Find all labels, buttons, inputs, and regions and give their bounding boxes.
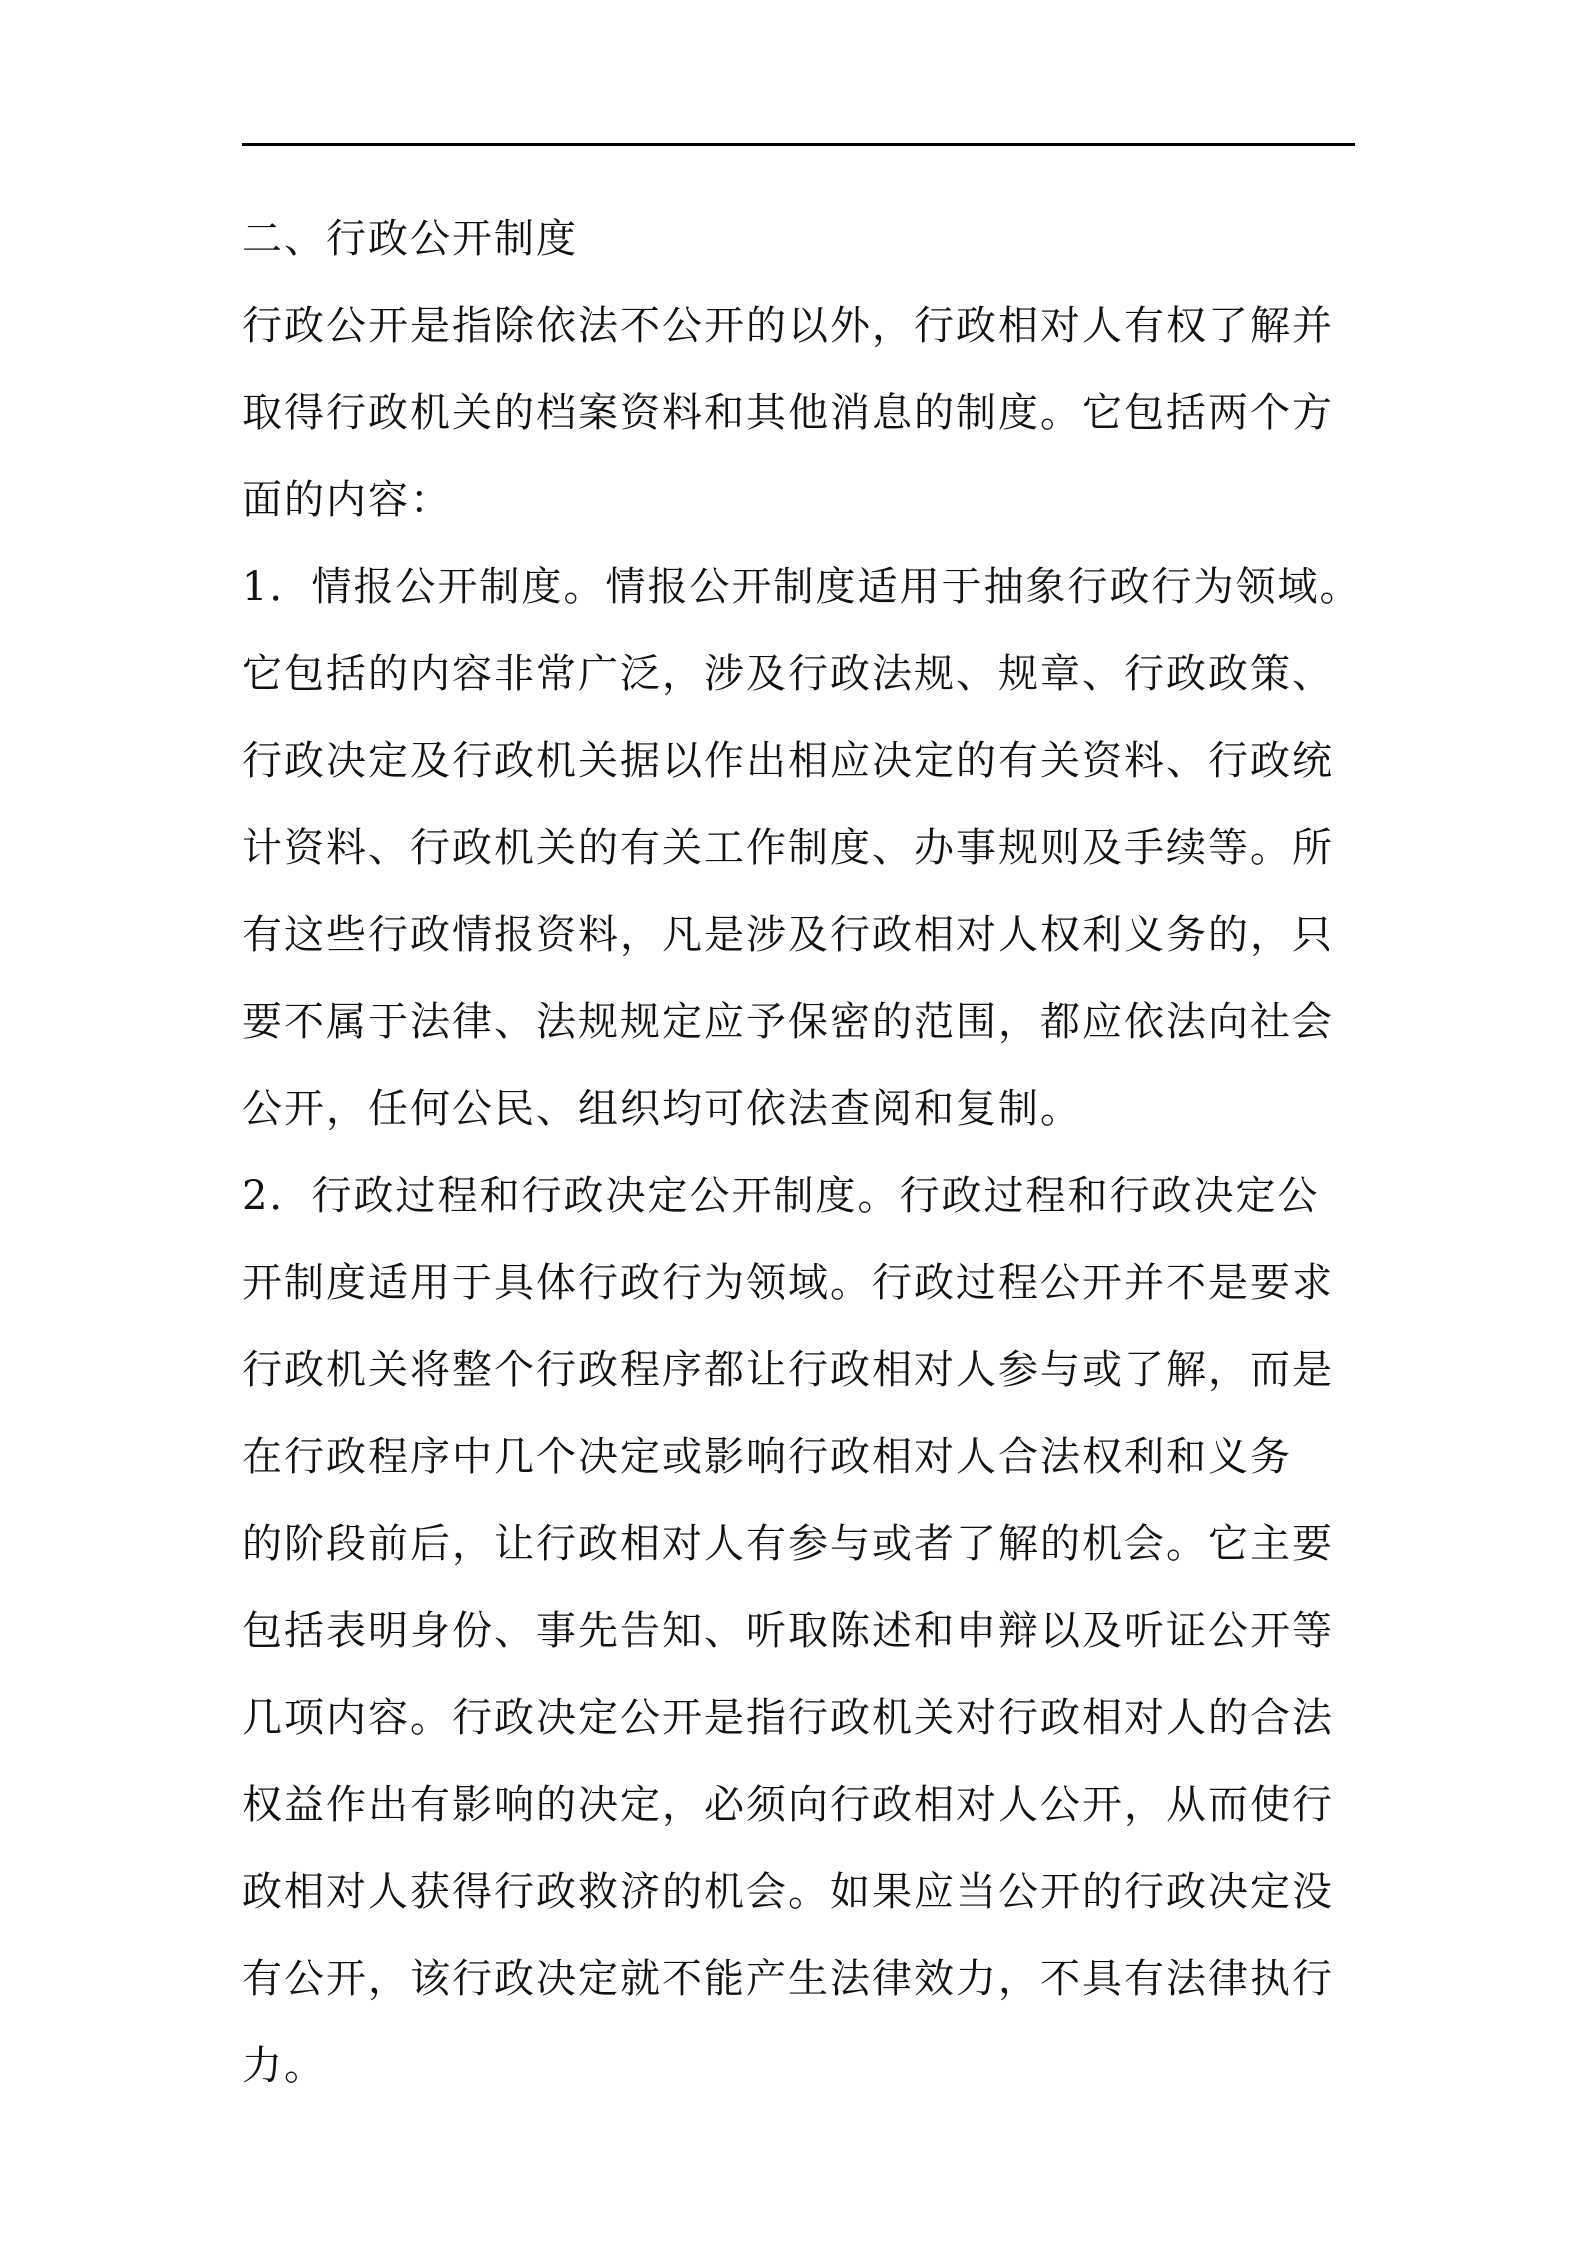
- text-line: 行政机关将整个行政程序都让行政相对人参与或了解，而是: [242, 1347, 1334, 1393]
- text-line: 包括表明身份、事先告知、听取陈述和申辩以及听证公开等: [242, 1608, 1334, 1654]
- text-line: 要不属于法律、法规规定应予保密的范围，都应依法向社会: [242, 999, 1334, 1045]
- text-line: 1．情报公开制度。情报公开制度适用于抽象行政行为领域。: [242, 564, 1362, 610]
- text-line: 在行政程序中几个决定或影响行政相对人合法权利和义务: [242, 1434, 1292, 1480]
- text-line: 面的内容：: [242, 477, 452, 523]
- text-line: 行政决定及行政机关据以作出相应决定的有关资料、行政统: [242, 738, 1334, 784]
- text-line: 公开，任何公民、组织均可依法查阅和复制。: [242, 1086, 1082, 1132]
- text-line: 行政公开是指除依法不公开的以外，行政相对人有权了解并: [242, 303, 1334, 349]
- section-heading: 二、行政公开制度: [242, 216, 578, 262]
- text-line: 力。: [242, 2043, 326, 2089]
- text-line: 的阶段前后，让行政相对人有参与或者了解的机会。它主要: [242, 1521, 1334, 1567]
- text-line: 有这些行政情报资料，凡是涉及行政相对人权利义务的，只: [242, 912, 1334, 958]
- text-line: 2．行政过程和行政决定公开制度。行政过程和行政决定公: [242, 1173, 1320, 1219]
- text-line: 权益作出有影响的决定，必须向行政相对人公开，从而使行: [242, 1782, 1334, 1828]
- text-line: 开制度适用于具体行政行为领域。行政过程公开并不是要求: [242, 1260, 1334, 1306]
- text-line: 有公开，该行政决定就不能产生法律效力，不具有法律执行: [242, 1956, 1334, 2002]
- text-line: 政相对人获得行政救济的机会。如果应当公开的行政决定没: [242, 1869, 1334, 1915]
- text-line: 几项内容。行政决定公开是指行政机关对行政相对人的合法: [242, 1695, 1334, 1741]
- document-body: [242, 196, 1372, 2110]
- text-line: 计资料、行政机关的有关工作制度、办事规则及手续等。所: [242, 825, 1334, 871]
- text-line: 取得行政机关的档案资料和其他消息的制度。它包括两个方: [242, 390, 1334, 436]
- text-line: 它包括的内容非常广泛，涉及行政法规、规章、行政政策、: [242, 651, 1334, 697]
- header-rule: [242, 143, 1355, 146]
